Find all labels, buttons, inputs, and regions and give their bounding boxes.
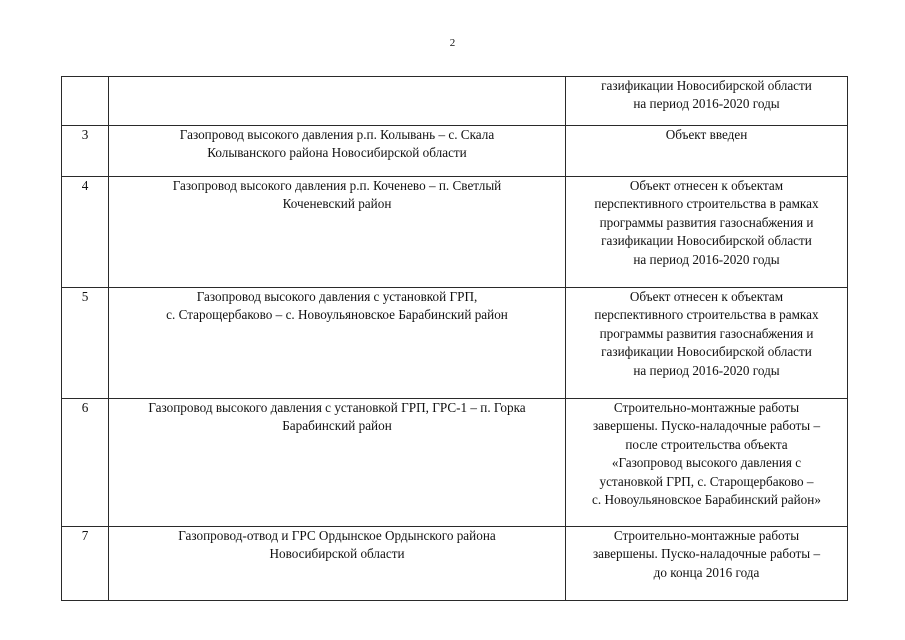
table-row — [62, 288, 848, 399]
table-row — [62, 527, 848, 601]
object-status-cell — [566, 288, 848, 399]
row-number-cell — [62, 177, 109, 288]
object-name-cell — [109, 77, 566, 126]
object-status-cell — [566, 527, 848, 601]
table-row — [62, 399, 848, 527]
row-number-cell — [62, 399, 109, 527]
object-status: Строительно-монтажные работы завершены. Пуско-наладочные работы – до конца 2016 года — [592, 528, 821, 580]
table-row — [62, 177, 848, 288]
object-name-cell — [109, 399, 566, 527]
row-number-cell — [62, 77, 109, 126]
row-number-cell — [62, 288, 109, 399]
object-status-cell — [566, 177, 848, 288]
object-status: Объект введен — [665, 127, 748, 142]
object-name: Газопровод высокого давления с установкой ГРП, с. Старощербаково – с. Новоульяновское Барабинский район — [166, 289, 508, 323]
object-name: Газопровод высокого давления с установкой ГРП, ГРС-1 – п. Горка Барабинский район — [148, 400, 526, 434]
row-number: 4 — [81, 178, 89, 193]
object-status-cell — [566, 77, 848, 126]
object-name-cell — [109, 288, 566, 399]
object-status: Объект отнесен к объектам перспективного строительства в рамках программы развития газоснабжения и газификации Новосибирской области на период 2016-2020 годы — [594, 178, 819, 267]
object-status: Объект отнесен к объектам перспективного строительства в рамках программы развития газоснабжения и газификации Новосибирской области на период 2016-2020 годы — [594, 289, 819, 378]
row-number: 6 — [81, 400, 89, 415]
object-name: Газопровод высокого давления р.п. Коченево – п. Светлый Коченевский район — [172, 178, 502, 212]
objects-table — [61, 76, 848, 601]
object-status: газификации Новосибирской области на период 2016-2020 годы — [601, 78, 812, 112]
row-number: 5 — [81, 289, 89, 304]
row-number: 7 — [81, 528, 89, 543]
row-number-cell — [62, 527, 109, 601]
object-name-cell — [109, 126, 566, 177]
page-number: 2 — [449, 37, 456, 49]
object-name: Газопровод-отвод и ГРС Ордынское Ордынского района Новосибирской области — [178, 528, 496, 562]
object-name: Газопровод высокого давления р.п. Колывань – с. Скала Колыванского района Новосибирской области — [179, 127, 495, 161]
object-status: Строительно-монтажные работы завершены. Пуско-наладочные работы – после строительства объекта «Газопровод высокого давления с установкой ГРП, с. Старощербаково – с. Новоульяновское Барабинский район» — [592, 400, 821, 508]
object-name-cell — [109, 527, 566, 601]
row-number: 3 — [81, 127, 89, 142]
table-row — [62, 126, 848, 177]
object-name-cell — [109, 177, 566, 288]
object-status-cell — [566, 126, 848, 177]
row-number-cell — [62, 126, 109, 177]
object-status-cell — [566, 399, 848, 527]
table-row — [62, 77, 848, 126]
